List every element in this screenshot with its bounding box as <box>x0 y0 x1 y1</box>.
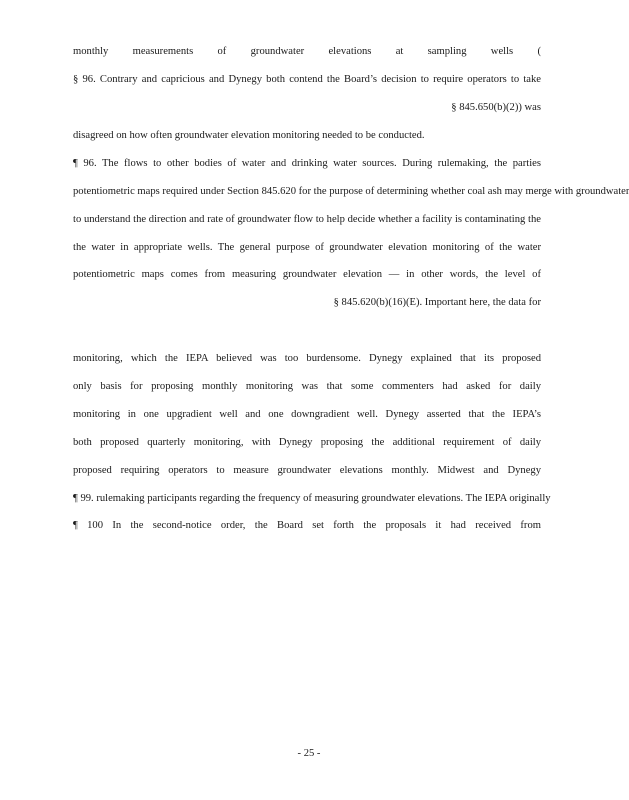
text-line: proposed requiring operators to measure groundwater elevations monthly. Midwest and Dynegy <box>73 465 541 476</box>
text-line: ¶ 96. The flows to other bodies of water and drinking water sources. During rulemaking, the parties <box>73 158 541 169</box>
text-line: both proposed quarterly monitoring, with Dynegy proposing the additional requirement of daily <box>73 437 541 448</box>
text-line: monitoring in one upgradient well and one downgradient well. Dynegy asserted that the IEPA’s <box>73 409 541 420</box>
text-line: monthly measurements of groundwater elevations at sampling wells ( <box>73 46 541 57</box>
text-line: ¶ 99. rulemaking participants regarding the frequency of measuring groundwater elevations. The IEPA originally <box>73 493 551 504</box>
page-number: - 25 - <box>297 748 321 759</box>
text-line: only basis for proposing monthly monitoring was that some commenters had asked for daily <box>73 381 541 392</box>
text-line: to understand the direction and rate of groundwater flow to help decide whether a facility is contaminating the <box>73 214 541 225</box>
text-line: the water in appropriate wells. The general purpose of groundwater elevation monitoring of the water <box>73 242 541 253</box>
text-line: monitoring, which the IEPA believed was too burdensome. Dynegy explained that its proposed <box>73 353 541 364</box>
text-line: ¶ 100 In the second-notice order, the Board set forth the proposals it had received from <box>73 520 541 531</box>
text-line: § 845.650(b)(2)) was <box>451 102 541 113</box>
text-line: § 96. Contrary and capricious and Dynegy both contend the Board’s decision to require operators to take <box>73 74 541 85</box>
text-line: potentiometric maps required under Section 845.620 for the purpose of determining whether coal ash may merge with groundwater <box>73 186 629 197</box>
text-line: potentiometric maps comes from measuring groundwater elevation — in other words, the level of <box>73 269 541 280</box>
text-line: § 845.620(b)(16)(E). Important here, the data for <box>333 297 541 308</box>
text-line: disagreed on how often groundwater elevation monitoring needed to be conducted. <box>73 130 425 141</box>
